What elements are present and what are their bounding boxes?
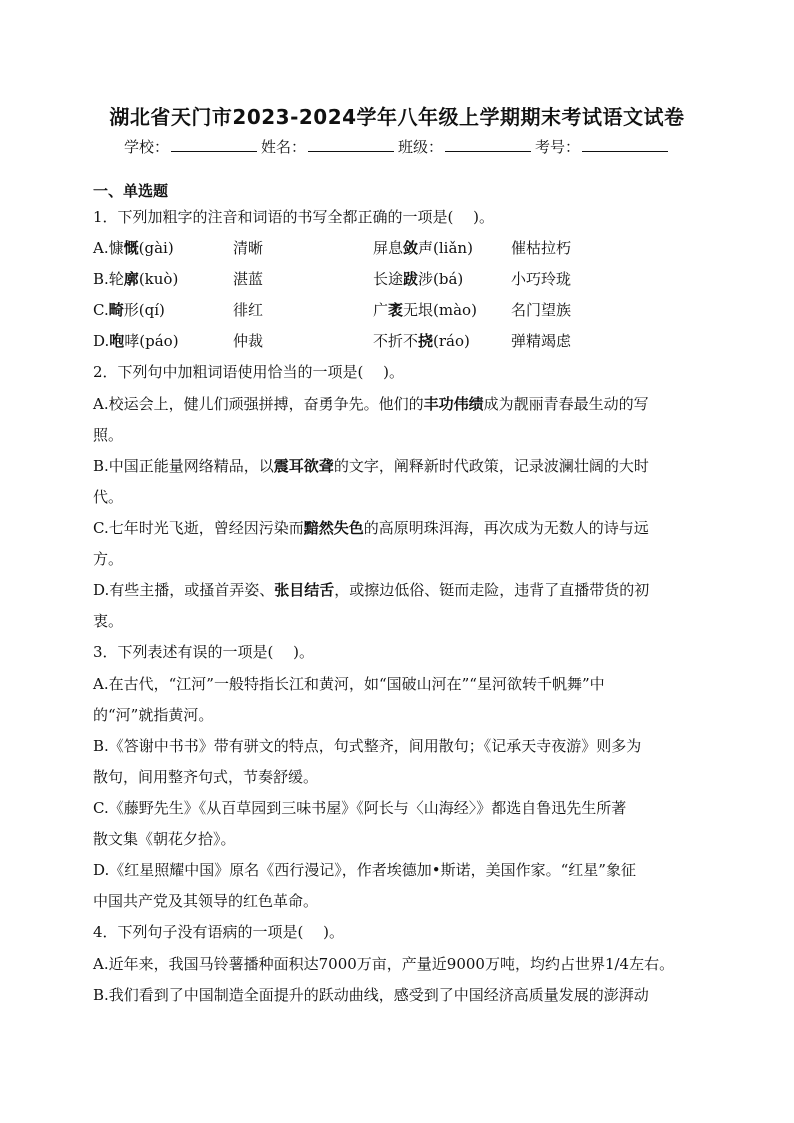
q3-option-a: A.在古代，“江河”一般特指长江和黄河，如“国破山河在”“星河欲转千帆舞”中 (93, 675, 605, 693)
q1-d-word4: 弹精竭虑 (511, 332, 572, 350)
name-blank[interactable] (308, 137, 394, 152)
q1-a-word4: 催枯拉朽 (511, 239, 572, 257)
q4-option-a: A.近年来，我国马铃薯播种面积达7000万亩，产量近9000万吨，均约占世界1/4左右。 (93, 955, 675, 973)
q3-option-b-cont: 散句，间用整齐句式，节奏舒缓。 (93, 768, 319, 786)
q1-b-word4: 小巧玲珑 (511, 270, 572, 288)
q2-option-d-cont: 衷。 (93, 612, 124, 630)
q1-d-word1: D.咆哮(páo) (93, 332, 179, 350)
class-label: 班级： (398, 138, 444, 156)
q3-option-b: B.《答谢中书书》带有骈文的特点，句式整齐，间用散句；《记承天寺夜游》则多为 (93, 737, 642, 755)
q1-c-word4: 名门望族 (511, 301, 572, 319)
q1-b-word3: 长途跋涉(bá) (373, 270, 464, 288)
q1-b-word1: B.轮廓(kuò) (93, 270, 179, 288)
q3-stem: 3．下列表述有误的一项是( )。 (93, 643, 315, 661)
exam-number-label: 考号： (535, 138, 581, 156)
q1-a-word1: A.慷慨(gài) (93, 239, 174, 257)
q1-stem: 1．下列加粗字的注音和词语的书写全都正确的一项是( )。 (93, 208, 495, 226)
exam-title: 湖北省天门市2023-2024学年八年级上学期期末考试语文试卷 (109, 105, 685, 129)
q2-option-c-cont: 方。 (93, 550, 124, 568)
exam-number-blank[interactable] (582, 137, 668, 152)
q4-option-b: B.我们看到了中国制造全面提升的跃动曲线，感受到了中国经济高质量发展的澎湃动 (93, 986, 649, 1004)
name-label: 姓名： (261, 138, 307, 156)
q3-option-d: D.《红星照耀中国》原名《西行漫记》，作者埃德加•斯诺，美国作家。“红星”象征 (93, 861, 636, 879)
q1-c-word1: C.畸形(qí) (93, 301, 165, 319)
q2-option-d: D.有些主播，或搔首弄姿、张目结舌，或擦边低俗、铤而走险，违背了直播带货的初 (93, 581, 650, 599)
school-label: 学校： (124, 138, 170, 156)
q3-option-c: C.《藤野先生》《从百草园到三味书屋》《阿长与〈山海经〉》都选自鲁迅先生所著 (93, 799, 627, 817)
q2-option-b-cont: 代。 (93, 488, 124, 506)
q2-option-a-cont: 照。 (93, 426, 124, 444)
q3-option-d-cont: 中国共产党及其领导的红色革命。 (93, 892, 319, 910)
q1-c-word3: 广袤无垠(mào) (373, 301, 477, 319)
student-info-row (124, 136, 672, 157)
q3-option-a-cont: 的“河”就指黄河。 (93, 706, 214, 724)
q1-b-word2: 湛蓝 (233, 270, 264, 288)
q2-option-a: A.校运会上，健儿们顽强拼搏，奋勇争先。他们的丰功伟绩成为靓丽青春最生动的写 (93, 395, 649, 413)
q2-stem: 2．下列句中加粗词语使用恰当的一项是( )。 (93, 363, 405, 381)
q1-d-word2: 仲裁 (233, 332, 264, 350)
q1-a-word2: 清晰 (233, 239, 264, 257)
section-heading: 一、单选题 (93, 182, 169, 200)
class-blank[interactable] (445, 137, 531, 152)
school-blank[interactable] (171, 137, 257, 152)
q1-a-word3: 屏息敛声(liǎn) (373, 239, 473, 257)
q1-c-word2: 徘红 (233, 301, 264, 319)
q3-option-c-cont: 散文集《朝花夕拾》。 (93, 830, 236, 848)
q1-d-word3: 不折不挠(ráo) (373, 332, 470, 350)
q4-stem: 4．下列句子没有语病的一项是( )。 (93, 923, 345, 941)
q2-option-c: C.七年时光飞逝，曾经因污染而黯然失色的高原明珠洱海，再次成为无数人的诗与远 (93, 519, 649, 537)
q2-option-b: B.中国正能量网络精品，以震耳欲聋的文字，阐释新时代政策，记录波澜壮阔的大时 (93, 457, 649, 475)
